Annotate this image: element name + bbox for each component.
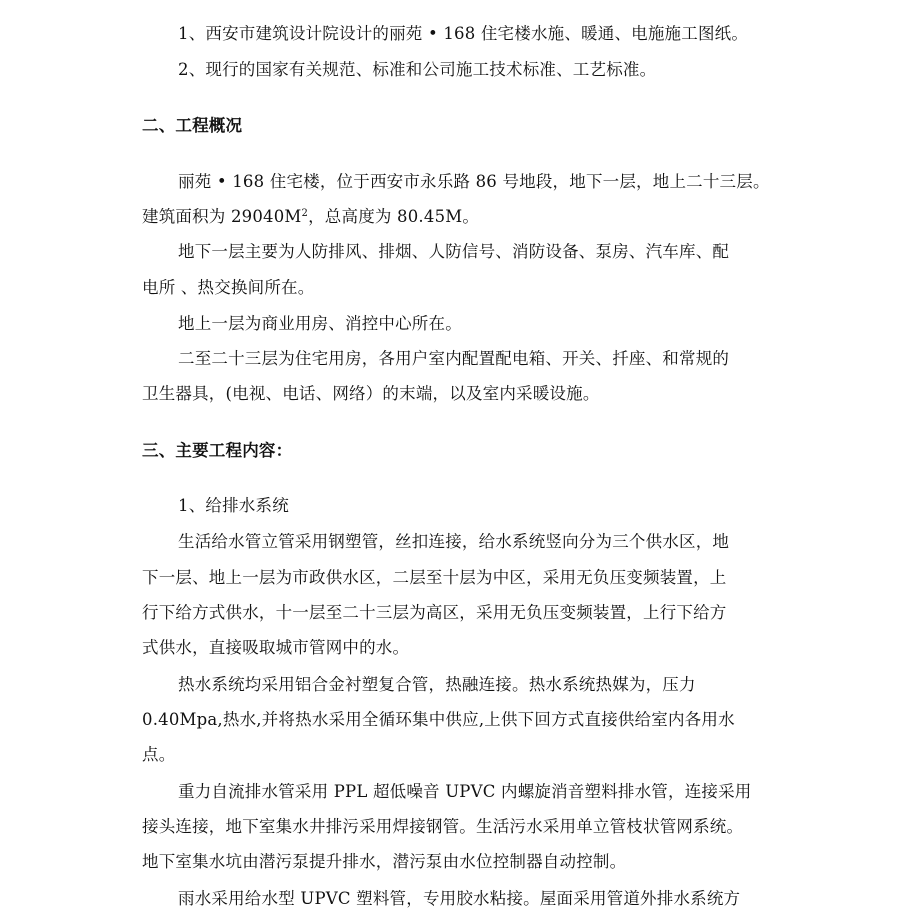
paragraph-line: 地下一层主要为人防排风、排烟、人防信号、消防设备、泵房、汽车库、配 [178, 242, 730, 261]
paragraph-line: 点。 [142, 745, 176, 764]
subsection-heading-water: 1、给排水系统 [178, 496, 289, 515]
height-text: ，总高度为 80.45M。 [308, 207, 480, 226]
paragraph-line: 生活给水管立管采用钢塑管，丝扣连接，给水系统竖向分为三个供水区，地 [178, 532, 730, 551]
paragraph-line: 接头连接，地下室集水井排污采用焊接钢管。生活污水采用单立管枝状管网系统。 [142, 817, 744, 836]
area-text: 建筑面积为 29040M [142, 207, 302, 226]
area-superscript: 2 [301, 208, 309, 219]
paragraph-line: 二至二十三层为住宅用房，各用户室内配置配电箱、开关、扦座、和常规的 [178, 349, 730, 368]
paragraph-line: 重力自流排水管采用 PPL 超低噪音 UPVC 内螺旋消音塑料排水管，连接采用 [178, 782, 752, 801]
paragraph-line: 雨水采用给水型 UPVC 塑料管，专用胶水粘接。屋面采用管道外排水系统方 [178, 889, 741, 908]
paragraph-line: 卫生器具，(电视、电话、网络）的末端，以及室内采暖设施。 [142, 384, 600, 403]
paragraph-line-area [142, 205, 792, 229]
basis-item-2: 2、现行的国家有关规范、标准和公司施工技术标准、工艺标准。 [178, 60, 657, 79]
section-heading-main-works: 三、主要工程内容： [142, 441, 293, 460]
paragraph-line: 地下室集水坑由潜污泵提升排水，潜污泵由水位控制器自动控制。 [142, 852, 627, 871]
paragraph-line: 电所 、热交换间所在。 [142, 278, 315, 297]
paragraph-line: 行下给方式供水，十一层至二十三层为高区，采用无负压变频装置，上行下给方 [142, 603, 727, 622]
paragraph-line: 0.40Mpa,热水,并将热水采用全循环集中供应,上供下回方式直接供给室内各用水 [142, 710, 735, 729]
paragraph-line: 地上一层为商业用房、消控中心所在。 [178, 314, 462, 333]
paragraph-line: 丽苑 • 168 住宅楼，位于西安市永乐路 86 号地段，地下一层，地上二十三层。 [178, 172, 770, 191]
paragraph-line: 下一层、地上一层为市政供水区，二层至十层为中区，采用无负压变频装置，上 [142, 568, 727, 587]
paragraph-line: 热水系统均采用铝合金衬塑复合管，热融连接。热水系统热媒为，压力 [178, 675, 696, 694]
section-heading-overview: 二、工程概况 [142, 116, 243, 135]
paragraph-line: 式供水，直接吸取城市管网中的水。 [142, 638, 410, 657]
basis-item-1: 1、西安市建筑设计院设计的丽苑 • 168 住宅楼水施、暖通、电施施工图纸。 [178, 24, 749, 43]
